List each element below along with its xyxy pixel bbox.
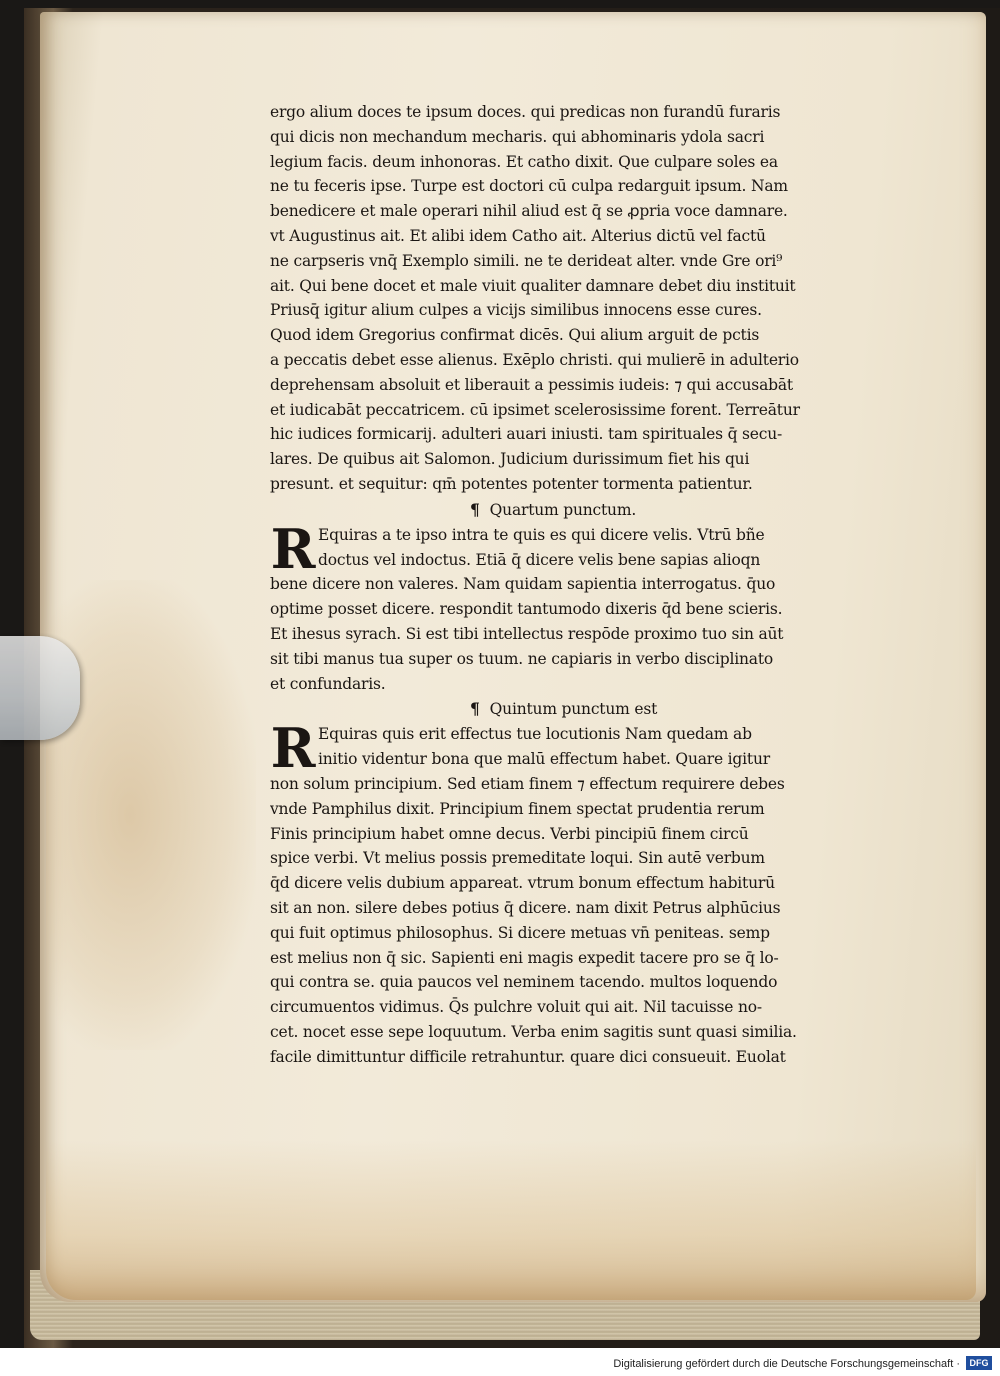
dfg-logo: DFG [966,1356,992,1370]
paragraph-4 [270,516,890,697]
text-line: presunt. et sequitur: qm̄ potentes potenter tormenta patientur. [270,474,753,493]
paragraph-1 [270,100,890,497]
text-line: bene dicere non valeres. Nam quidam sapientia interrogatus. q̄uo [270,575,776,594]
text-line: cet. nocet esse sepe loquutum. Verba enim sagitis sunt quasi similia. [270,1022,797,1041]
page-discoloration [46,1140,976,1300]
text-line: ne tu feceris ipse. Turpe est doctori cū culpa redarguit ipsum. Nam [270,177,788,196]
digitization-footer [0,1348,1000,1376]
section-heading-4: ¶ Quartum punctum. [470,499,637,519]
text-line: deprehensam absoluit et liberauit a pessimis iudeis: ⁊ qui accusabāt [270,375,793,394]
text-line: lares. De quibus ait Salomon. Judicium durissimum fiet his qui [270,450,750,469]
text-line: a peccatis debet esse alienus. Exēplo christi. qui mulierē in adulterio [270,350,799,369]
text-line: qui contra se. quia paucos vel neminem tacendo. multos loquendo [270,973,778,992]
text-line: hic iudices formicarij. adulteri auari iniusti. tam spirituales q̄ secu- [270,425,783,444]
text-line: est melius non q̄ sic. Sapienti eni magis expedit tacere pro se q̄ lo- [270,948,779,967]
funding-credit: Digitalisierung gefördert durch die Deutsche Forschungsgemeinschaft · [613,1358,960,1370]
text-line: spice verbi. Vt melius possis premeditate loqui. Sin autē verbum [270,849,765,868]
section-heading-5: ¶ Quintum punctum est [470,699,658,719]
text-line: sit tibi manus tua super os tuum. ne capiaris in verbo disciplinato [270,649,774,668]
text-line: ait. Qui bene docet et male viuit qualiter damnare debet diu instituit [270,276,796,295]
text-line: et confundaris. [270,674,386,693]
text-line: vnde Pamphilus dixit. Principium finem spectat prudentia rerum [270,799,765,818]
text-line: qui dicis non mechandum mecharis. qui abhominaris ydola sacri [270,127,765,146]
initial-letter: R [270,716,316,781]
text-line: optime posset dicere. respondit tantumodo dixeris q̄d bene scieris. [270,600,783,619]
text-line: et iudicabāt peccatricem. cū ipsimet scelerosissime forent. Terreātur [270,400,800,419]
paragraph-5 [270,716,890,1069]
text-line: Finis principium habet omne decus. Verbi pincipiū finem circū [270,824,749,843]
indented-lines [270,516,890,581]
text-line: Equiras quis erit effectus tue locutionis Nam quedam ab [318,725,752,744]
text-line: Quod idem Gregorius confirmat dicēs. Qui alium arguit de pctis [270,326,760,345]
text-line: q̄d dicere velis dubium appareat. vtrum bonum effectum habiturū [270,874,775,893]
page-clip [0,636,80,740]
text-line: Et ihesus syrach. Si est tibi intellectus respōde proximo tuo sin aūt [270,624,784,643]
text-line: ergo alium doces te ipsum doces. qui predicas non furandū furaris [270,103,781,121]
text-line: sit an non. silere debes potius q̄ dicere. nam dixit Petrus alphūcius [270,898,781,917]
paragraph-lines [270,772,890,1070]
text-line: circumuentos vidimus. Q̄s pulchre voluit qui ait. Nil tacuisse no- [270,998,762,1017]
text-line: Priusq̄ igitur alium culpes a vicijs similibus innocens esse cures. [270,301,762,320]
water-stain [46,580,256,1050]
initial-letter: R [270,516,316,581]
text-column [270,100,890,1069]
paragraph-lines [270,572,890,696]
text-line: non solum principium. Sed etiam finem ⁊ effectum requirere debes [270,774,785,793]
text-line: benedicere et male operari nihil aliud est q̄ se ꝓpria voce damnare. [270,202,788,221]
text-line: facile dimittuntur difficile retrahuntur. quare dici consueuit. Euolat [270,1047,786,1066]
text-line: qui fuit optimus philosophus. Si dicere metuas vn̄ peniteas. semp [270,923,770,942]
text-line: vt Augustinus ait. Et alibi idem Catho ait. Alterius dictū vel factū [270,226,766,245]
text-line: Equiras a te ipso intra te quis es qui dicere velis. Vtrū bñe [318,525,765,544]
text-line: initio videntur bona que malū effectum habet. Quare igitur [318,750,770,769]
pilcrow-icon: ¶ [470,499,480,519]
pilcrow-icon: ¶ [470,699,480,719]
text-line: ne carpseris vnq̄ Exemplo simili. ne te derideat alter. vnde Gre ori⁹ [270,251,783,270]
indented-lines [270,716,890,781]
text-line: legium facis. deum inhonoras. Et catho dixit. Que culpare soles ea [270,152,778,171]
text-line: doctus vel indoctus. Etiā q̄ dicere velis bene sapias alioqn [318,550,761,569]
